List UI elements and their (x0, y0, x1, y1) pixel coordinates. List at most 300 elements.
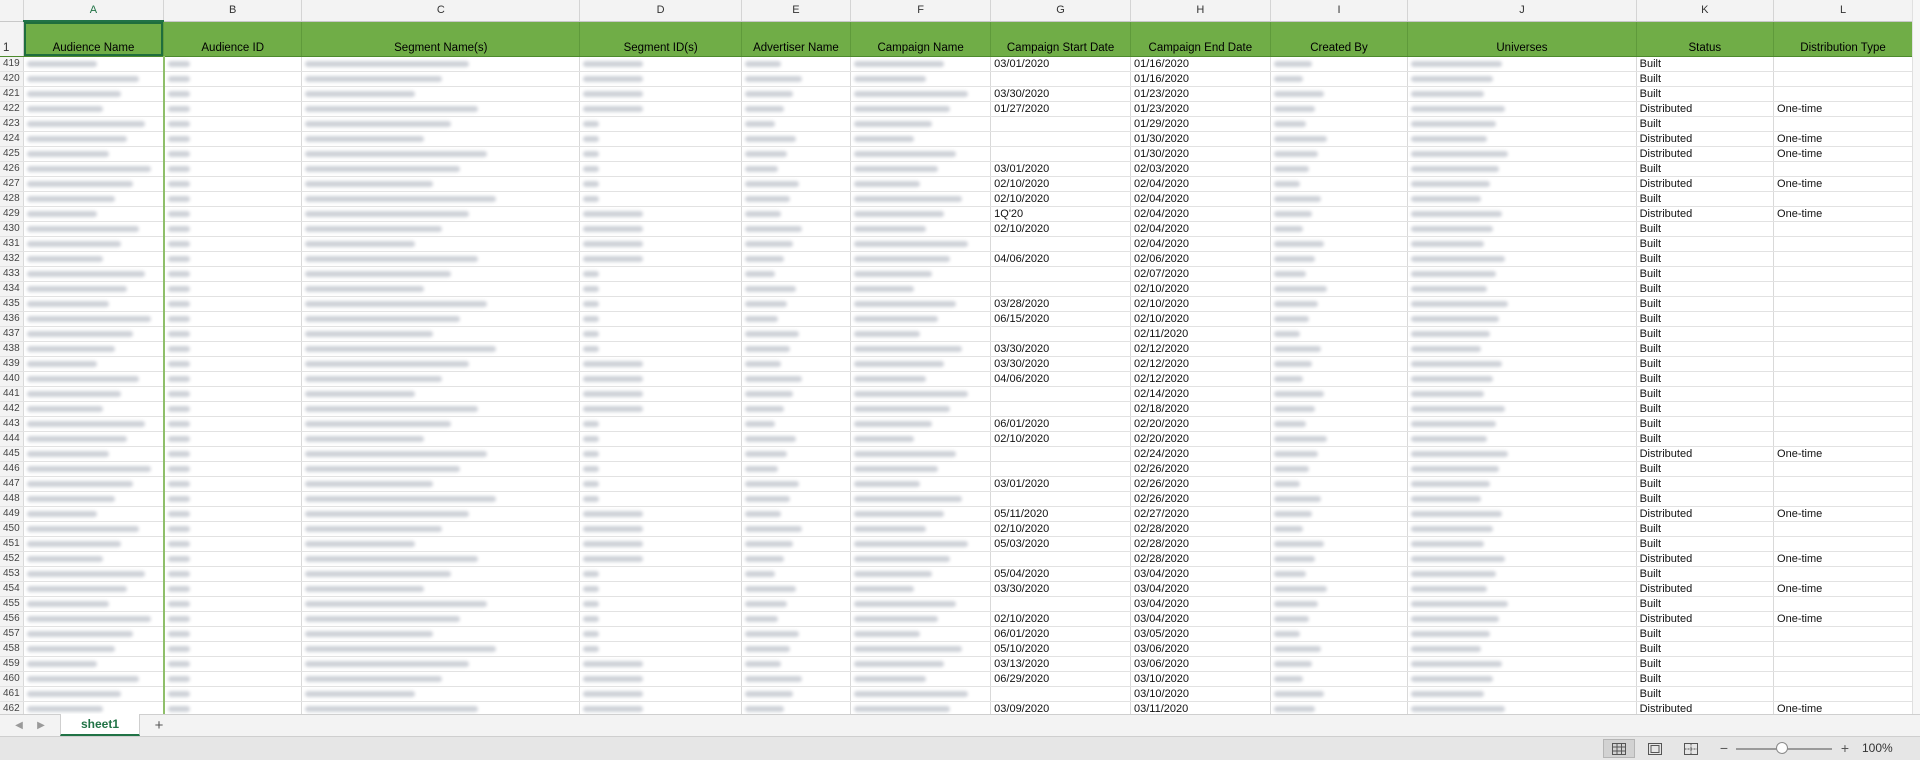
obscured-cell[interactable] (851, 191, 991, 206)
status-cell[interactable]: Built (1636, 56, 1773, 71)
campaign-start-date-cell[interactable]: 05/11/2020 (991, 506, 1131, 521)
obscured-cell[interactable] (851, 131, 991, 146)
obscured-cell[interactable] (1270, 671, 1408, 686)
obscured-cell[interactable] (164, 281, 302, 296)
obscured-cell[interactable] (302, 146, 580, 161)
obscured-cell[interactable] (164, 491, 302, 506)
campaign-start-date-cell[interactable]: 05/04/2020 (991, 566, 1131, 581)
campaign-end-date-cell[interactable]: 02/12/2020 (1130, 371, 1270, 386)
row-number[interactable]: 439 (0, 356, 23, 371)
obscured-cell[interactable] (164, 671, 302, 686)
distribution-type-cell[interactable] (1774, 221, 1913, 236)
obscured-cell[interactable] (741, 176, 850, 191)
distribution-type-cell[interactable] (1774, 296, 1913, 311)
page-break-preview-button[interactable] (1675, 739, 1707, 758)
obscured-cell[interactable] (164, 56, 302, 71)
row-number[interactable]: 460 (0, 671, 23, 686)
distribution-type-cell[interactable]: One-time (1774, 446, 1913, 461)
campaign-start-date-cell[interactable] (991, 146, 1131, 161)
obscured-cell[interactable] (23, 326, 164, 341)
distribution-type-cell[interactable] (1774, 281, 1913, 296)
obscured-cell[interactable] (851, 206, 991, 221)
obscured-cell[interactable] (23, 701, 164, 714)
status-cell[interactable]: Built (1636, 281, 1773, 296)
row-number[interactable]: 434 (0, 281, 23, 296)
column-header-h[interactable]: H (1130, 0, 1270, 21)
obscured-cell[interactable] (851, 296, 991, 311)
obscured-cell[interactable] (164, 341, 302, 356)
obscured-cell[interactable] (1408, 326, 1636, 341)
campaign-end-date-cell[interactable]: 03/04/2020 (1130, 596, 1270, 611)
obscured-cell[interactable] (1408, 701, 1636, 714)
obscured-cell[interactable] (741, 686, 850, 701)
row-number[interactable]: 454 (0, 581, 23, 596)
obscured-cell[interactable] (580, 536, 741, 551)
obscured-cell[interactable] (741, 551, 850, 566)
obscured-cell[interactable] (164, 146, 302, 161)
obscured-cell[interactable] (580, 476, 741, 491)
obscured-cell[interactable] (741, 206, 850, 221)
obscured-cell[interactable] (1408, 221, 1636, 236)
obscured-cell[interactable] (580, 236, 741, 251)
header-cell[interactable]: Campaign Start Date (991, 21, 1131, 56)
obscured-cell[interactable] (302, 131, 580, 146)
status-cell[interactable]: Distributed (1636, 611, 1773, 626)
obscured-cell[interactable] (741, 521, 850, 536)
obscured-cell[interactable] (580, 446, 741, 461)
obscured-cell[interactable] (23, 416, 164, 431)
obscured-cell[interactable] (580, 251, 741, 266)
campaign-start-date-cell[interactable]: 03/30/2020 (991, 341, 1131, 356)
zoom-in-button[interactable]: + (1840, 740, 1850, 756)
header-cell[interactable]: Advertiser Name (741, 21, 850, 56)
obscured-cell[interactable] (1270, 476, 1408, 491)
status-cell[interactable]: Distributed (1636, 551, 1773, 566)
header-cell[interactable]: Audience Name (23, 21, 164, 56)
campaign-end-date-cell[interactable]: 03/10/2020 (1130, 686, 1270, 701)
campaign-start-date-cell[interactable]: 03/30/2020 (991, 581, 1131, 596)
status-cell[interactable]: Built (1636, 236, 1773, 251)
obscured-cell[interactable] (1270, 536, 1408, 551)
obscured-cell[interactable] (164, 326, 302, 341)
obscured-cell[interactable] (741, 641, 850, 656)
obscured-cell[interactable] (302, 386, 580, 401)
obscured-cell[interactable] (23, 401, 164, 416)
obscured-cell[interactable] (164, 236, 302, 251)
obscured-cell[interactable] (1270, 521, 1408, 536)
obscured-cell[interactable] (851, 491, 991, 506)
row-number[interactable]: 1 (0, 21, 23, 56)
status-cell[interactable]: Built (1636, 266, 1773, 281)
obscured-cell[interactable] (164, 86, 302, 101)
obscured-cell[interactable] (1270, 86, 1408, 101)
obscured-cell[interactable] (302, 596, 580, 611)
obscured-cell[interactable] (1408, 566, 1636, 581)
distribution-type-cell[interactable]: One-time (1774, 176, 1913, 191)
obscured-cell[interactable] (1270, 401, 1408, 416)
row-number[interactable]: 457 (0, 626, 23, 641)
obscured-cell[interactable] (164, 641, 302, 656)
distribution-type-cell[interactable]: One-time (1774, 701, 1913, 714)
campaign-end-date-cell[interactable]: 02/20/2020 (1130, 431, 1270, 446)
obscured-cell[interactable] (1270, 116, 1408, 131)
obscured-cell[interactable] (851, 581, 991, 596)
row-number[interactable]: 447 (0, 476, 23, 491)
obscured-cell[interactable] (580, 101, 741, 116)
campaign-end-date-cell[interactable]: 02/26/2020 (1130, 461, 1270, 476)
obscured-cell[interactable] (741, 266, 850, 281)
obscured-cell[interactable] (580, 461, 741, 476)
obscured-cell[interactable] (741, 416, 850, 431)
row-number[interactable]: 421 (0, 86, 23, 101)
campaign-end-date-cell[interactable]: 01/23/2020 (1130, 86, 1270, 101)
obscured-cell[interactable] (741, 86, 850, 101)
obscured-cell[interactable] (164, 71, 302, 86)
obscured-cell[interactable] (1270, 191, 1408, 206)
distribution-type-cell[interactable] (1774, 416, 1913, 431)
obscured-cell[interactable] (580, 506, 741, 521)
distribution-type-cell[interactable] (1774, 671, 1913, 686)
distribution-type-cell[interactable] (1774, 656, 1913, 671)
distribution-type-cell[interactable] (1774, 356, 1913, 371)
status-cell[interactable]: Distributed (1636, 146, 1773, 161)
obscured-cell[interactable] (23, 266, 164, 281)
obscured-cell[interactable] (851, 146, 991, 161)
status-cell[interactable]: Built (1636, 251, 1773, 266)
campaign-start-date-cell[interactable] (991, 491, 1131, 506)
status-cell[interactable]: Distributed (1636, 446, 1773, 461)
obscured-cell[interactable] (1408, 341, 1636, 356)
obscured-cell[interactable] (1408, 536, 1636, 551)
obscured-cell[interactable] (741, 71, 850, 86)
obscured-cell[interactable] (1408, 116, 1636, 131)
obscured-cell[interactable] (1408, 416, 1636, 431)
distribution-type-cell[interactable] (1774, 311, 1913, 326)
obscured-cell[interactable] (1408, 506, 1636, 521)
status-cell[interactable]: Built (1636, 431, 1773, 446)
row-number[interactable]: 436 (0, 311, 23, 326)
obscured-cell[interactable] (1270, 251, 1408, 266)
campaign-start-date-cell[interactable]: 05/03/2020 (991, 536, 1131, 551)
distribution-type-cell[interactable] (1774, 71, 1913, 86)
row-number[interactable]: 453 (0, 566, 23, 581)
obscured-cell[interactable] (741, 446, 850, 461)
campaign-start-date-cell[interactable] (991, 116, 1131, 131)
obscured-cell[interactable] (302, 101, 580, 116)
row-number[interactable]: 462 (0, 701, 23, 714)
obscured-cell[interactable] (1408, 671, 1636, 686)
row-number[interactable]: 424 (0, 131, 23, 146)
obscured-cell[interactable] (164, 401, 302, 416)
row-number[interactable]: 443 (0, 416, 23, 431)
campaign-start-date-cell[interactable] (991, 446, 1131, 461)
obscured-cell[interactable] (1270, 566, 1408, 581)
campaign-end-date-cell[interactable]: 02/04/2020 (1130, 191, 1270, 206)
obscured-cell[interactable] (1408, 56, 1636, 71)
campaign-end-date-cell[interactable]: 02/10/2020 (1130, 281, 1270, 296)
campaign-start-date-cell[interactable]: 03/01/2020 (991, 56, 1131, 71)
campaign-end-date-cell[interactable]: 03/11/2020 (1130, 701, 1270, 714)
campaign-start-date-cell[interactable] (991, 326, 1131, 341)
obscured-cell[interactable] (580, 386, 741, 401)
obscured-cell[interactable] (741, 581, 850, 596)
campaign-start-date-cell[interactable]: 06/01/2020 (991, 626, 1131, 641)
obscured-cell[interactable] (1408, 146, 1636, 161)
obscured-cell[interactable] (851, 236, 991, 251)
campaign-start-date-cell[interactable]: 06/29/2020 (991, 671, 1131, 686)
header-cell[interactable]: Campaign Name (851, 21, 991, 56)
obscured-cell[interactable] (164, 446, 302, 461)
obscured-cell[interactable] (1270, 131, 1408, 146)
obscured-cell[interactable] (302, 296, 580, 311)
obscured-cell[interactable] (741, 296, 850, 311)
obscured-cell[interactable] (1270, 236, 1408, 251)
obscured-cell[interactable] (580, 611, 741, 626)
obscured-cell[interactable] (1408, 461, 1636, 476)
status-cell[interactable]: Built (1636, 416, 1773, 431)
obscured-cell[interactable] (164, 266, 302, 281)
obscured-cell[interactable] (302, 611, 580, 626)
obscured-cell[interactable] (851, 101, 991, 116)
campaign-end-date-cell[interactable]: 02/18/2020 (1130, 401, 1270, 416)
obscured-cell[interactable] (164, 701, 302, 714)
distribution-type-cell[interactable] (1774, 116, 1913, 131)
obscured-cell[interactable] (1408, 101, 1636, 116)
campaign-start-date-cell[interactable]: 03/09/2020 (991, 701, 1131, 714)
status-cell[interactable]: Built (1636, 476, 1773, 491)
distribution-type-cell[interactable] (1774, 161, 1913, 176)
obscured-cell[interactable] (302, 566, 580, 581)
obscured-cell[interactable] (741, 356, 850, 371)
distribution-type-cell[interactable] (1774, 461, 1913, 476)
sheet-tab-sheet1[interactable]: sheet1 (60, 714, 140, 736)
obscured-cell[interactable] (1408, 401, 1636, 416)
distribution-type-cell[interactable] (1774, 371, 1913, 386)
campaign-start-date-cell[interactable]: 02/10/2020 (991, 221, 1131, 236)
obscured-cell[interactable] (851, 161, 991, 176)
row-number[interactable]: 458 (0, 641, 23, 656)
obscured-cell[interactable] (580, 326, 741, 341)
status-cell[interactable]: Built (1636, 86, 1773, 101)
obscured-cell[interactable] (1408, 86, 1636, 101)
obscured-cell[interactable] (164, 251, 302, 266)
header-cell[interactable]: Status (1636, 21, 1773, 56)
obscured-cell[interactable] (580, 341, 741, 356)
obscured-cell[interactable] (302, 71, 580, 86)
obscured-cell[interactable] (23, 206, 164, 221)
column-header-j[interactable]: J (1408, 0, 1636, 21)
row-number[interactable]: 422 (0, 101, 23, 116)
distribution-type-cell[interactable] (1774, 596, 1913, 611)
obscured-cell[interactable] (23, 356, 164, 371)
campaign-end-date-cell[interactable]: 02/03/2020 (1130, 161, 1270, 176)
status-cell[interactable]: Distributed (1636, 101, 1773, 116)
obscured-cell[interactable] (164, 476, 302, 491)
campaign-start-date-cell[interactable]: 02/10/2020 (991, 191, 1131, 206)
status-cell[interactable]: Built (1636, 536, 1773, 551)
campaign-start-date-cell[interactable] (991, 551, 1131, 566)
obscured-cell[interactable] (851, 326, 991, 341)
obscured-cell[interactable] (741, 221, 850, 236)
obscured-cell[interactable] (23, 116, 164, 131)
row-number[interactable]: 449 (0, 506, 23, 521)
obscured-cell[interactable] (1408, 581, 1636, 596)
obscured-cell[interactable] (580, 146, 741, 161)
obscured-cell[interactable] (580, 86, 741, 101)
column-header-e[interactable]: E (741, 0, 850, 21)
header-cell[interactable]: Segment Name(s) (302, 21, 580, 56)
campaign-start-date-cell[interactable]: 02/10/2020 (991, 431, 1131, 446)
obscured-cell[interactable] (1270, 611, 1408, 626)
obscured-cell[interactable] (164, 206, 302, 221)
obscured-cell[interactable] (851, 86, 991, 101)
obscured-cell[interactable] (302, 491, 580, 506)
obscured-cell[interactable] (164, 386, 302, 401)
campaign-start-date-cell[interactable]: 03/01/2020 (991, 476, 1131, 491)
campaign-start-date-cell[interactable]: 01/27/2020 (991, 101, 1131, 116)
obscured-cell[interactable] (1408, 176, 1636, 191)
obscured-cell[interactable] (302, 86, 580, 101)
obscured-cell[interactable] (1270, 206, 1408, 221)
obscured-cell[interactable] (302, 701, 580, 714)
obscured-cell[interactable] (851, 611, 991, 626)
obscured-cell[interactable] (1270, 101, 1408, 116)
row-number[interactable]: 461 (0, 686, 23, 701)
obscured-cell[interactable] (741, 371, 850, 386)
obscured-cell[interactable] (23, 431, 164, 446)
obscured-cell[interactable] (302, 236, 580, 251)
obscured-cell[interactable] (1408, 521, 1636, 536)
obscured-cell[interactable] (851, 221, 991, 236)
row-number[interactable]: 426 (0, 161, 23, 176)
obscured-cell[interactable] (302, 521, 580, 536)
campaign-start-date-cell[interactable]: 1Q'20 (991, 206, 1131, 221)
obscured-cell[interactable] (23, 176, 164, 191)
obscured-cell[interactable] (851, 311, 991, 326)
obscured-cell[interactable] (580, 311, 741, 326)
obscured-cell[interactable] (741, 461, 850, 476)
obscured-cell[interactable] (741, 191, 850, 206)
obscured-cell[interactable] (741, 611, 850, 626)
obscured-cell[interactable] (741, 311, 850, 326)
obscured-cell[interactable] (302, 161, 580, 176)
distribution-type-cell[interactable] (1774, 566, 1913, 581)
campaign-start-date-cell[interactable] (991, 131, 1131, 146)
campaign-end-date-cell[interactable]: 03/06/2020 (1130, 656, 1270, 671)
distribution-type-cell[interactable] (1774, 236, 1913, 251)
obscured-cell[interactable] (23, 251, 164, 266)
obscured-cell[interactable] (741, 146, 850, 161)
obscured-cell[interactable] (851, 596, 991, 611)
campaign-start-date-cell[interactable]: 03/13/2020 (991, 656, 1131, 671)
obscured-cell[interactable] (741, 476, 850, 491)
obscured-cell[interactable] (302, 671, 580, 686)
campaign-end-date-cell[interactable]: 02/12/2020 (1130, 341, 1270, 356)
campaign-start-date-cell[interactable] (991, 281, 1131, 296)
obscured-cell[interactable] (23, 671, 164, 686)
obscured-cell[interactable] (851, 71, 991, 86)
obscured-cell[interactable] (580, 656, 741, 671)
obscured-cell[interactable] (164, 176, 302, 191)
obscured-cell[interactable] (164, 686, 302, 701)
column-header-l[interactable]: L (1774, 0, 1913, 21)
campaign-end-date-cell[interactable]: 02/11/2020 (1130, 326, 1270, 341)
obscured-cell[interactable] (851, 401, 991, 416)
row-number[interactable]: 455 (0, 596, 23, 611)
distribution-type-cell[interactable] (1774, 251, 1913, 266)
obscured-cell[interactable] (1270, 581, 1408, 596)
campaign-end-date-cell[interactable]: 02/10/2020 (1130, 296, 1270, 311)
status-cell[interactable]: Built (1636, 371, 1773, 386)
obscured-cell[interactable] (164, 116, 302, 131)
obscured-cell[interactable] (164, 461, 302, 476)
distribution-type-cell[interactable] (1774, 341, 1913, 356)
obscured-cell[interactable] (741, 491, 850, 506)
obscured-cell[interactable] (580, 671, 741, 686)
obscured-cell[interactable] (302, 506, 580, 521)
row-number[interactable]: 437 (0, 326, 23, 341)
obscured-cell[interactable] (580, 626, 741, 641)
obscured-cell[interactable] (23, 131, 164, 146)
obscured-cell[interactable] (1270, 701, 1408, 714)
campaign-start-date-cell[interactable]: 02/10/2020 (991, 176, 1131, 191)
obscured-cell[interactable] (741, 506, 850, 521)
obscured-cell[interactable] (1270, 146, 1408, 161)
campaign-start-date-cell[interactable] (991, 461, 1131, 476)
obscured-cell[interactable] (1408, 251, 1636, 266)
normal-view-button[interactable] (1603, 739, 1635, 758)
status-cell[interactable]: Built (1636, 386, 1773, 401)
campaign-end-date-cell[interactable]: 03/04/2020 (1130, 581, 1270, 596)
obscured-cell[interactable] (302, 341, 580, 356)
obscured-cell[interactable] (164, 566, 302, 581)
obscured-cell[interactable] (741, 116, 850, 131)
campaign-start-date-cell[interactable]: 03/01/2020 (991, 161, 1131, 176)
obscured-cell[interactable] (1408, 611, 1636, 626)
obscured-cell[interactable] (1270, 176, 1408, 191)
obscured-cell[interactable] (580, 701, 741, 714)
row-number[interactable]: 420 (0, 71, 23, 86)
obscured-cell[interactable] (580, 686, 741, 701)
campaign-end-date-cell[interactable]: 03/10/2020 (1130, 671, 1270, 686)
obscured-cell[interactable] (741, 431, 850, 446)
obscured-cell[interactable] (1270, 56, 1408, 71)
distribution-type-cell[interactable] (1774, 266, 1913, 281)
obscured-cell[interactable] (302, 326, 580, 341)
obscured-cell[interactable] (164, 611, 302, 626)
obscured-cell[interactable] (851, 416, 991, 431)
obscured-cell[interactable] (302, 221, 580, 236)
distribution-type-cell[interactable] (1774, 401, 1913, 416)
campaign-start-date-cell[interactable] (991, 386, 1131, 401)
status-cell[interactable]: Built (1636, 461, 1773, 476)
obscured-cell[interactable] (580, 281, 741, 296)
campaign-end-date-cell[interactable]: 02/24/2020 (1130, 446, 1270, 461)
obscured-cell[interactable] (1270, 266, 1408, 281)
obscured-cell[interactable] (580, 581, 741, 596)
campaign-start-date-cell[interactable]: 03/30/2020 (991, 86, 1131, 101)
obscured-cell[interactable] (741, 401, 850, 416)
obscured-cell[interactable] (1270, 686, 1408, 701)
row-number[interactable]: 448 (0, 491, 23, 506)
obscured-cell[interactable] (23, 386, 164, 401)
obscured-cell[interactable] (164, 296, 302, 311)
obscured-cell[interactable] (851, 551, 991, 566)
campaign-start-date-cell[interactable]: 02/10/2020 (991, 611, 1131, 626)
obscured-cell[interactable] (851, 176, 991, 191)
obscured-cell[interactable] (1408, 476, 1636, 491)
obscured-cell[interactable] (1408, 191, 1636, 206)
